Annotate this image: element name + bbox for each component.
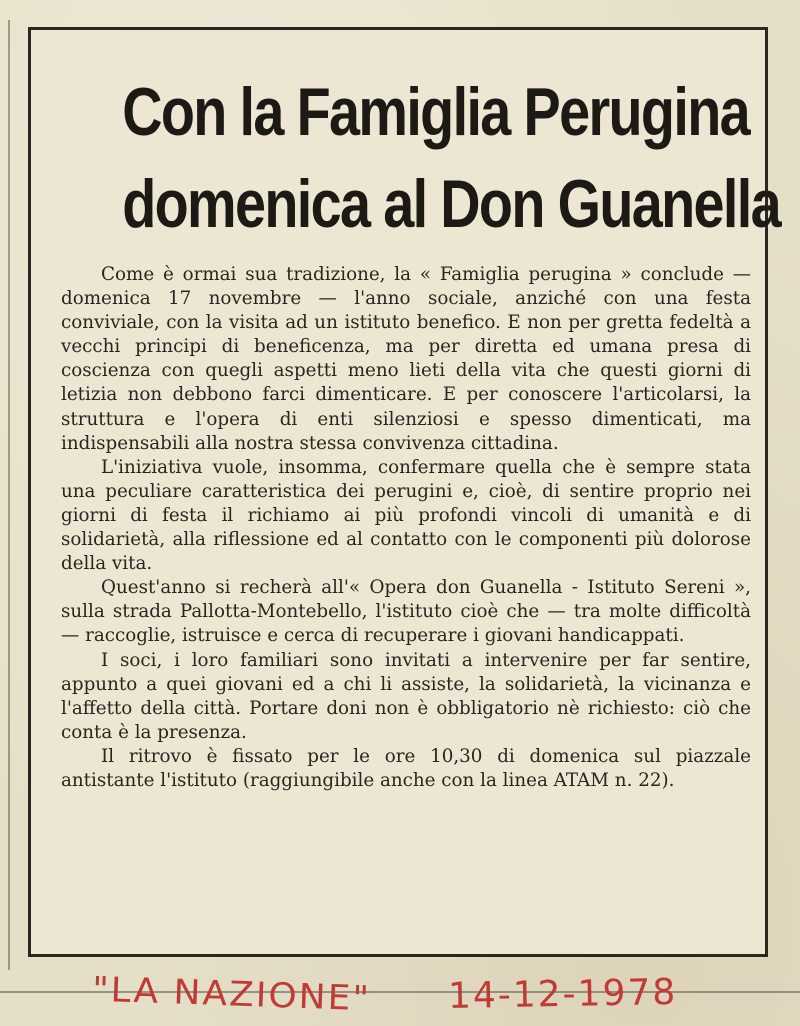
publication-date: 14-12-1978 [447, 972, 678, 1017]
source-newspaper: "LA NAZIONE" [91, 970, 372, 1019]
article-paragraph: L'iniziativa vuole, insomma, confermare quella che è sempre stata una peculiare caratteristica dei perugini e, cioè, di sentire proprio nei giorni di festa il richiamo ai più profondi vincoli di umanità e di solidarietà, alla riflessione ed al contatto con le componenti più dolorose della vita. [61, 456, 751, 575]
article-clipping [28, 27, 781, 957]
handwritten-source-note [0, 967, 800, 1026]
headline-line-2: domenica al Don Guanella [122, 166, 781, 242]
previous-article-bleed [10, 0, 790, 26]
article-paragraph: Quest'anno si recherà all'« Opera don Guanella - Istituto Sereni », sulla strada Pallotta-Montebello, l'istituto cioè che — tra molte difficoltà — raccoglie, istruisce e cerca di recuperare i giovani handicappati. [61, 577, 751, 647]
headline-line-1: Con la Famiglia Perugina [122, 74, 750, 150]
column-rule [8, 20, 10, 970]
article-paragraph: I soci, i loro familiari sono invitati a intervenire per far sentire, appunto a quei giovani ed a chi li assiste, la solidarietà, la vicinanza e l'affetto della città. Portare doni non è obbligatorio nè richiesto: ciò che conta è la presenza. [61, 649, 751, 743]
article-paragraph: Il ritrovo è fissato per le ore 10,30 di domenica sul piazzale antistante l'istituto (raggiungibile anche con la linea ATAM n. 22). [61, 745, 751, 791]
headline [122, 66, 781, 250]
article-paragraph: Come è ormai sua tradizione, la « Famiglia perugina » conclude — domenica 17 novembre — l'anno sociale, anziché con una festa conviviale, con la visita ad un istituto benefico. E non per gretta fedeltà a vecchi principi di beneficenza, ma per diretta ed umana presa di coscienza con quegli aspetti meno lieti della vita che questi giorni di letizia non debbono farci dimenticare. E per conoscere l'articolarsi, la struttura e l'opera di enti silenziosi e spesso dimenticati, ma indispensabili alla nostra stessa convivenza cittadina. [61, 264, 751, 454]
article-body [61, 263, 751, 793]
